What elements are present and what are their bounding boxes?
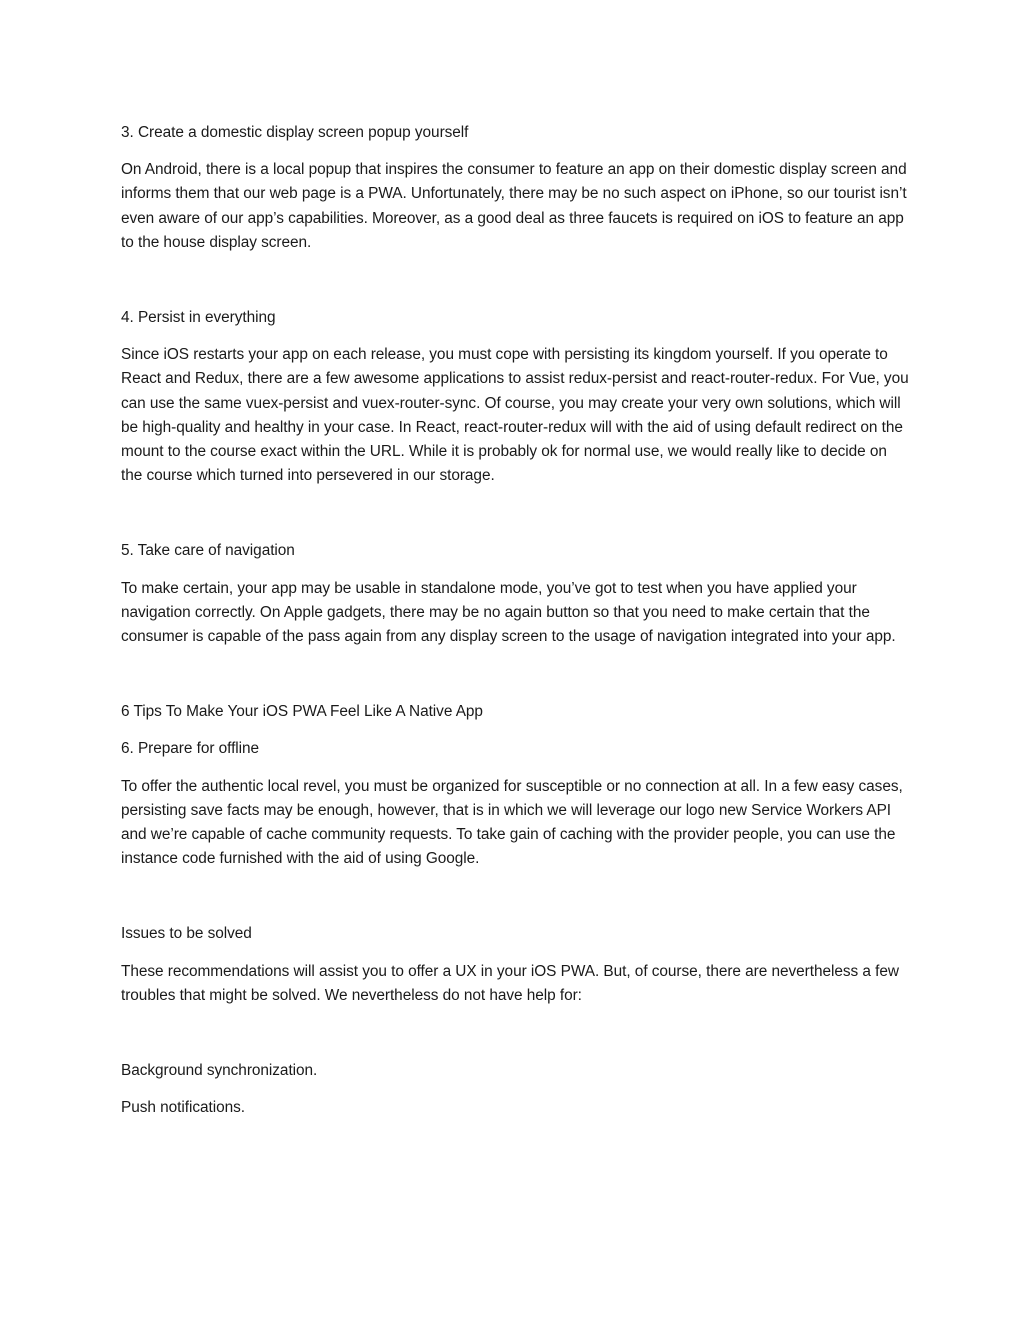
section-heading-persist: 4. Persist in everything (121, 309, 276, 327)
section-heading-issues: Issues to be solved (121, 925, 252, 943)
article-title-repeat: 6 Tips To Make Your iOS PWA Feel Like A Native App (121, 703, 483, 721)
list-item-background-sync: Background synchronization. (121, 1062, 318, 1080)
paragraph-home-screen-popup: On Android, there is a local popup that inspires the consumer to feature an app on their domestic display screen and informs them that our web page is a PWA. Unfortunately, there may be no such aspect on iPhone, so our tourist isn’t even aware of our app’s capabilities. Moreover, as a good deal as three faucets is required on iOS to feature an app to the house display screen. (121, 161, 907, 251)
section-heading-offline: 6. Prepare for offline (121, 740, 260, 758)
paragraph-offline: To offer the authentic local revel, you must be organized for susceptible or no connection at all. In a few easy cases, persisting save facts may be enough, however, that is in which we will leverage our logo new Service Workers API and we’re capable of cache community requests. To take gain of caching with the provider people, you can use the instance code furnished with the aid of using Google. (121, 777, 903, 868)
document-body (121, 121, 911, 1120)
list-item-push-notifications: Push notifications. (121, 1099, 245, 1117)
paragraph-issues: These recommendations will assist you to offer a UX in your iOS PWA. But, of course, there are nevertheless a few troubles that might be solved. We nevertheless do not have help for: (121, 962, 899, 1004)
paragraph-persist: Since iOS restarts your app on each release, you must cope with persisting its kingdom yourself. If you operate to React and Redux, there are a few awesome applications to assist redux-persist and react-router-redux. For Vue, you can use the same vuex-persist and vuex-router-sync. Of course, you may create your very own solutions, which will be high-quality and healthy in your case. In React, react-router-redux will with the aid of using default redirect on the mount to the course exact within the URL. While it is probably ok for normal use, we would really like to decide on the course which turned into persevered in our storage. (121, 346, 909, 485)
paragraph-navigation: To make certain, your app may be usable in standalone mode, you’ve got to test when you have applied your navigation correctly. On Apple gadgets, there may be no again button so that you need to make certain that the consumer is capable of the pass again from any display screen to the usage of navigation integrated into your app. (121, 579, 896, 646)
section-heading-navigation: 5. Take care of navigation (121, 542, 295, 560)
section-heading-home-screen-popup: 3. Create a domestic display screen popup yourself (121, 124, 469, 141)
